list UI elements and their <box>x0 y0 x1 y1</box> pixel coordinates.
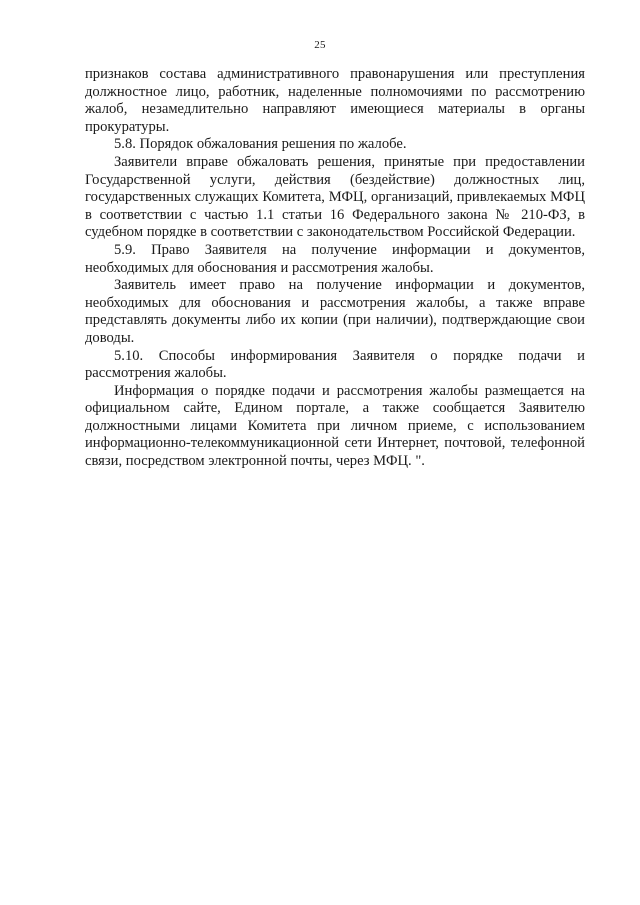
section-heading-5-8: 5.8. Порядок обжалования решения по жалобе. <box>114 136 407 153</box>
section-heading-5-9: 5.9. Право Заявителя на получение информации и документов, необходимых для обоснования и рассмотрения жалобы. <box>85 241 585 276</box>
paragraph: Заявители вправе обжаловать решения, принятые при предоставлении Государственной услуги, действия (бездействие) должностных лиц, государственных служащих Комитета, МФЦ, организаций, привлекаемых МФЦ в соответствии с частью 1.1 статьи 16 Федерального закона № 210-ФЗ, в судебном порядке в соответствии с законодательством Российской Федерации. <box>85 153 585 241</box>
paragraph: Информация о порядке подачи и рассмотрения жалобы размещается на официальном сайте, Едином портале, а также сообщается Заявителю должностными лицами Комитета при личном приеме, с использованием информационно-телекоммуникационной сети Интернет, почтовой, телефонной связи, посредством электронной почты, через МФЦ. ". <box>85 382 585 470</box>
paragraph-continuation: признаков состава административного правонарушения или преступления должностное лицо, работник, наделенные полномочиями по рассмотрению жалоб, незамедлительно направляют имеющиеся материалы в органы прокуратуры. <box>85 66 585 135</box>
document-body <box>85 66 585 471</box>
section-heading-5-10: 5.10. Способы информирования Заявителя о порядке подачи и рассмотрения жалобы. <box>85 347 585 382</box>
page-number: 25 <box>314 39 326 51</box>
paragraph: Заявитель имеет право на получение информации и документов, необходимых для обоснования и рассмотрения жалобы, а также вправе представлять документы либо их копии (при наличии), подтверждающие свои доводы. <box>85 277 585 346</box>
